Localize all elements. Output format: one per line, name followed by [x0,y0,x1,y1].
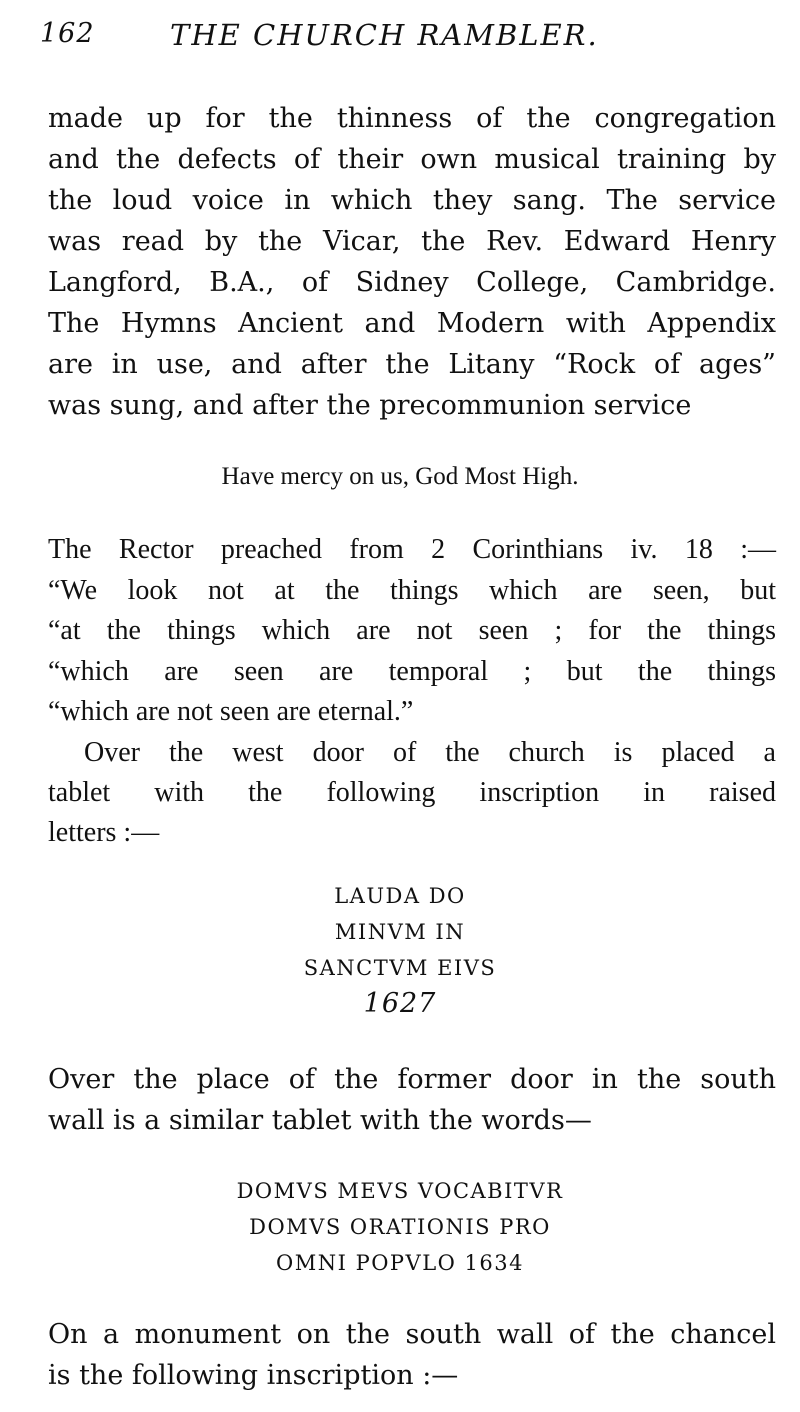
paragraph-sermon [48,530,776,733]
text-line: was read by the Vicar, the Rev. Edward Henry [48,226,776,257]
page-number: 162 [40,18,95,49]
text-line: The Hymns Ancient and Modern with Appendix [48,308,776,339]
text-line: is the following inscription :— [48,1360,459,1391]
text-line: was sung, and after the precommunion service [48,390,692,421]
inscription-line: OMNI POPVLO 1634 [276,1251,524,1275]
inscription-west-door [0,878,800,1022]
text-line: “at the things which are not seen ; for the things [48,615,776,646]
text-line: On a monument on the south wall of the chancel [48,1319,776,1350]
paragraph-west-door [48,733,776,853]
inscription-line: DOMVS MEVS VOCABITVR [236,1179,564,1203]
inscription-year: 1627 [363,988,437,1019]
text-line: The Rector preached from 2 Corinthians iv. 18 :— [48,534,776,565]
inscription-line: MINVM IN [334,920,466,944]
text-line: Over the place of the former door in the south [48,1064,776,1095]
paragraph-south-door [48,1059,776,1141]
text-line: wall is a similar tablet with the words— [48,1105,592,1136]
text-line: “We look not at the things which are seen, but [48,574,776,606]
text-line: made up for the thinness of the congregation [48,103,776,134]
page-header [40,18,780,62]
text-line: the loud voice in which they sang. The service [48,185,776,216]
inscription-line: DOMVS ORATIONIS PRO [249,1215,551,1239]
inscription-line: LAUDA DO [334,884,466,908]
paragraph-monument [48,1314,776,1396]
text-line: letters :— [48,817,160,848]
text-line: tablet with the following inscription in raised [48,777,776,808]
text-line: Langford, B.A., of Sidney College, Cambridge. [48,267,776,298]
text-line: “which are not seen are eternal.” [48,696,414,727]
running-title: THE CHURCH RAMBLER. [170,18,599,52]
hymn-title: Have mercy on us, God Most High. [221,463,579,490]
inscription-line: SANCTVM EIVS [303,956,497,980]
text-line: Over the west door of the church is placed a [84,737,776,768]
inscription-south-wall [0,1173,800,1281]
paragraph-service-description [48,98,776,426]
text-line: “which are seen are temporal ; but the things [48,655,776,687]
text-line: are in use, and after the Litany “Rock of ages” [48,349,776,380]
text-line: and the defects of their own musical training by [48,144,776,175]
